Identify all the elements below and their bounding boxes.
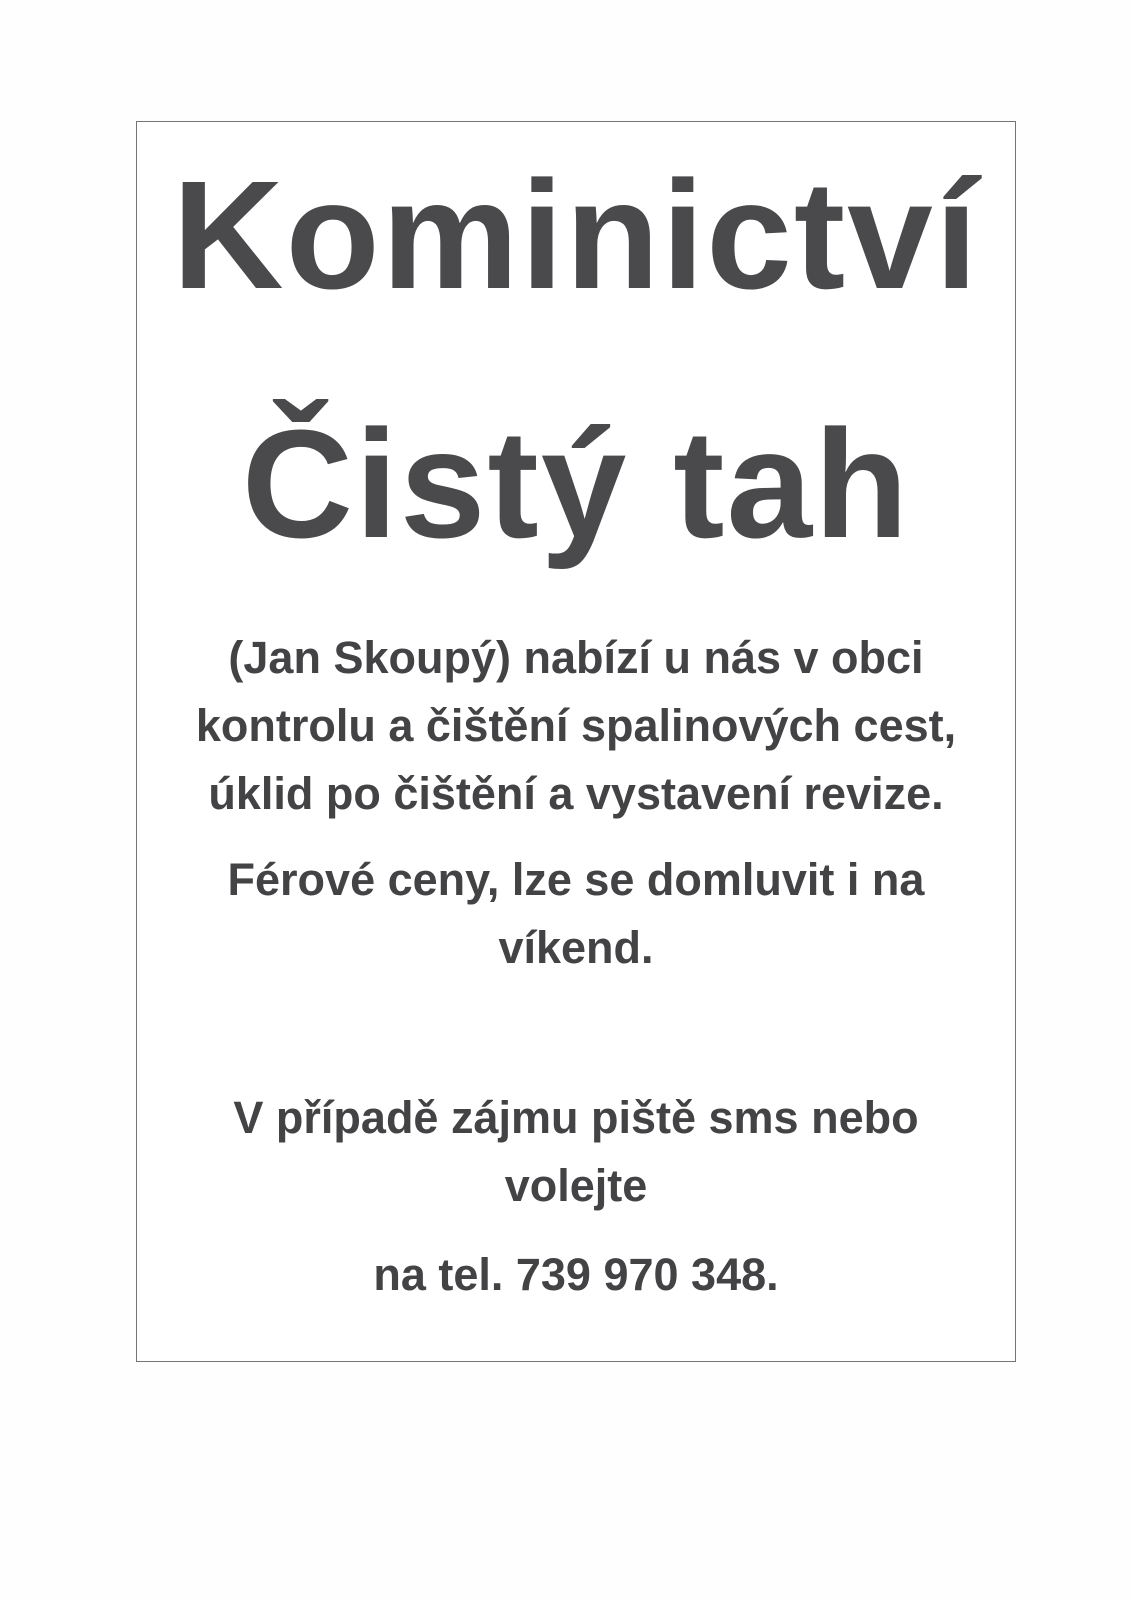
contact-line-2: volejte bbox=[504, 1160, 648, 1211]
services-line-1: (Jan Skoupý) nabízí u nás v obci bbox=[228, 632, 924, 683]
business-brand-heading: Čistý tah bbox=[241, 398, 911, 570]
services-line-2: kontrolu a čištění spalinových cest, bbox=[195, 700, 957, 751]
flyer-border-frame bbox=[136, 121, 1016, 1362]
pricing-line-2: víkend. bbox=[498, 922, 654, 973]
pricing-line-1: Férové ceny, lze se domluvit i na bbox=[227, 854, 925, 905]
contact-line-1: V případě zájmu piště sms nebo bbox=[233, 1092, 919, 1143]
services-paragraph bbox=[137, 624, 1015, 828]
business-name-heading: Kominictví bbox=[172, 149, 980, 321]
services-line-3: úklid po čištění a vystavení revize. bbox=[208, 768, 944, 819]
phone-number-line: na tel. 739 970 348. bbox=[373, 1249, 779, 1300]
pricing-paragraph bbox=[137, 846, 1015, 982]
contact-instruction-paragraph bbox=[137, 1084, 1015, 1220]
phone-number-paragraph bbox=[137, 1241, 1015, 1309]
